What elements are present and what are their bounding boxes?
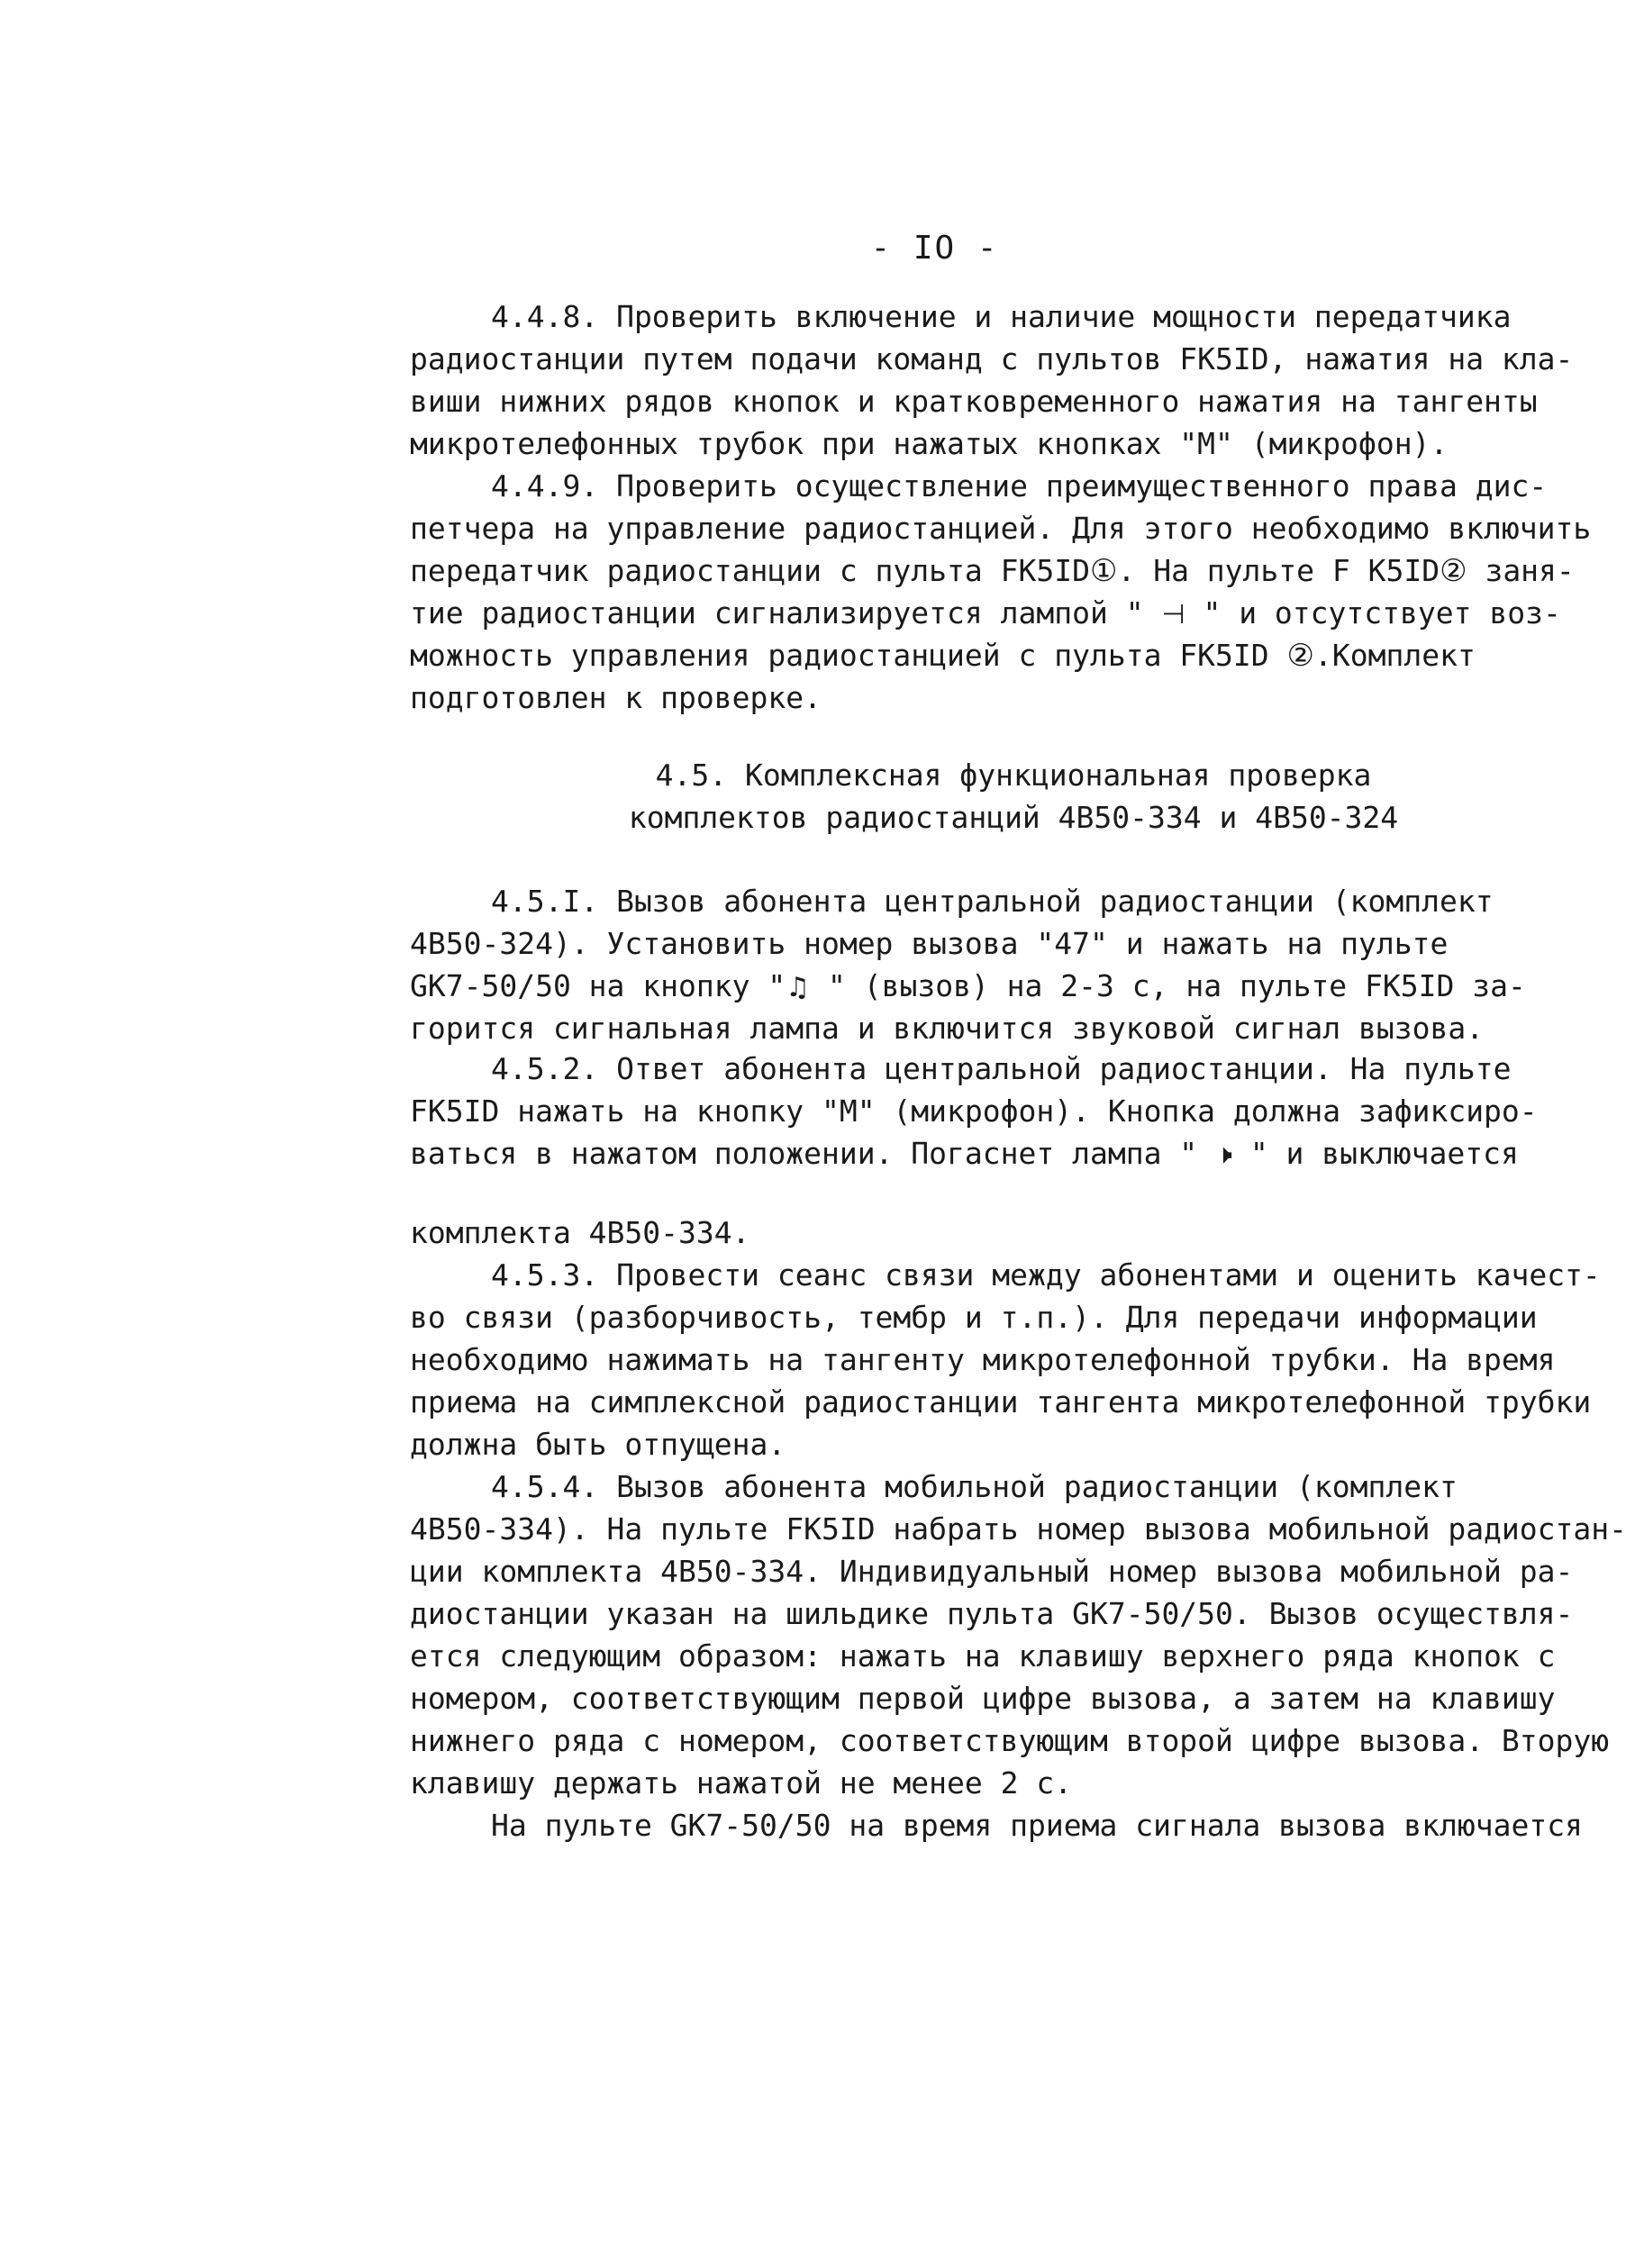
text-line: 4.4.8. Проверить включение и наличие мощности передатчика — [491, 299, 1512, 334]
text-line: комплекта 4В50-334. — [410, 1215, 750, 1250]
paragraph-4-5-2-continuation — [410, 1211, 1545, 1254]
paragraph-4-5-3 — [410, 1254, 1601, 1465]
text-line: радиостанции путем подачи команд с пультов FK5ID, нажатия на кла- — [410, 341, 1574, 376]
text-line: 4.4.9. Проверить осуществление преимущественного права дис- — [491, 468, 1548, 503]
text-line: петчера на управление радиостанцией. Для этого необходимо включить — [410, 511, 1592, 546]
text-line: горится сигнальная лампа и включится звуковой сигнал вызова. — [410, 1011, 1485, 1046]
text-line — [410, 592, 1561, 634]
text-segment: тие радиостанции сигнализируется лампой " — [410, 595, 1162, 631]
paragraph-4-4-9 — [410, 465, 1592, 719]
paragraph-4-5-2 — [410, 1048, 1545, 1175]
section-heading-4-5 — [410, 754, 1545, 839]
text-line: 4В50-324). Установить номер вызова "47" и нажать на пульте — [410, 926, 1449, 961]
text-line — [410, 634, 1545, 676]
text-segment: .Комплект — [1314, 638, 1476, 673]
text-line — [410, 965, 1545, 1007]
paragraph-4-5-1 — [410, 880, 1545, 1049]
text-segment: . На пульте F K5ID — [1117, 553, 1440, 588]
text-line: клавишу держать нажатой не менее 2 с. — [410, 1765, 1073, 1801]
text-segment: заня- — [1467, 553, 1575, 588]
paragraph-4-5-4 — [410, 1465, 1628, 1846]
text-segment: " и отсутствует воз- — [1185, 595, 1561, 631]
text-segment: ваться в нажатом положении. Погаснет лампа " — [410, 1136, 1216, 1171]
text-line: во связи (разборчивость, тембр и т.п.). Для передачи информации — [410, 1300, 1538, 1335]
text-line: приема на симплексной радиостанции тангента микротелефонной трубки — [410, 1384, 1592, 1420]
paragraph-4-4-8 — [410, 295, 1574, 465]
text-line: подготовлен к проверке. — [410, 680, 822, 715]
text-segment: " (вызов) на 2-3 с, на пульте FK5ID за- — [810, 968, 1526, 1003]
text-segment: можность управления радиостанцией с пульта FK5ID — [410, 638, 1287, 673]
text-line: 4.5.3. Провести сеанс связи между абонентами и оценить качест- — [491, 1257, 1601, 1293]
text-line: 4.5.2. Ответ абонента центральной радиостанции. На пульте — [491, 1051, 1512, 1086]
page-number: - IO - — [870, 230, 999, 267]
text-line: На пульте GK7-50/50 на время приема сигнала вызова включается — [491, 1808, 1583, 1843]
text-line: нижнего ряда с номером, соответствующим второй цифре вызова. Вторую — [410, 1723, 1610, 1758]
circled-one-icon: ① — [1089, 553, 1118, 589]
text-line: номером, соответствующим первой цифре вызова, а затем на клавишу — [410, 1681, 1556, 1716]
heading-line: комплектов радиостанций 4В50-334 и 4В50-324 — [628, 800, 1399, 835]
text-segment: " и выключается — [1231, 1136, 1519, 1171]
text-line: 4.5.4. Вызов абонента мобильной радиостанции (комплект — [491, 1469, 1458, 1504]
text-line: 4.5.I. Вызов абонента центральной радиостанции (комплект — [491, 884, 1494, 919]
call-signal-icon: ♫ — [786, 972, 811, 1003]
text-segment: GK7-50/50 на кнопку " — [410, 968, 786, 1003]
text-line: должна быть отпущена. — [410, 1427, 786, 1462]
text-line — [410, 549, 1575, 592]
text-line: 4В50-334). На пульте FK5ID набрать номер вызова мобильной радиостан- — [410, 1511, 1628, 1547]
lamp-icon: ⊣ — [1161, 599, 1185, 631]
text-line: диостанции указан на шильдике пульта GK7-50/50. Вызов осуществля- — [410, 1596, 1574, 1631]
circled-two-icon: ② — [1286, 638, 1315, 674]
text-line: микротелефонных трубок при нажатых кнопках "М" (микрофон). — [410, 426, 1449, 461]
heading-line: 4.5. Комплексная функциональная проверка — [655, 758, 1372, 793]
text-line — [410, 1132, 1545, 1175]
text-line: необходимо нажимать на тангенту микротелефонной трубки. На время — [410, 1342, 1556, 1377]
text-segment: передатчик радиостанции с пульта FK5ID — [410, 553, 1090, 588]
text-line: FK5ID нажать на кнопку "М" (микрофон). Кнопка должна зафиксиро- — [410, 1093, 1538, 1129]
text-line: ции комплекта 4В50-334. Индивидуальный номер вызова мобильной ра- — [410, 1554, 1574, 1589]
text-line: ется следующим образом: нажать на клавишу верхнего ряда кнопок с — [410, 1638, 1556, 1674]
circled-two-icon: ② — [1440, 553, 1467, 589]
speaker-icon: 🕨 — [1215, 1139, 1232, 1171]
text-line: виши нижних рядов кнопок и кратковременного нажатия на тангенты — [410, 384, 1538, 419]
